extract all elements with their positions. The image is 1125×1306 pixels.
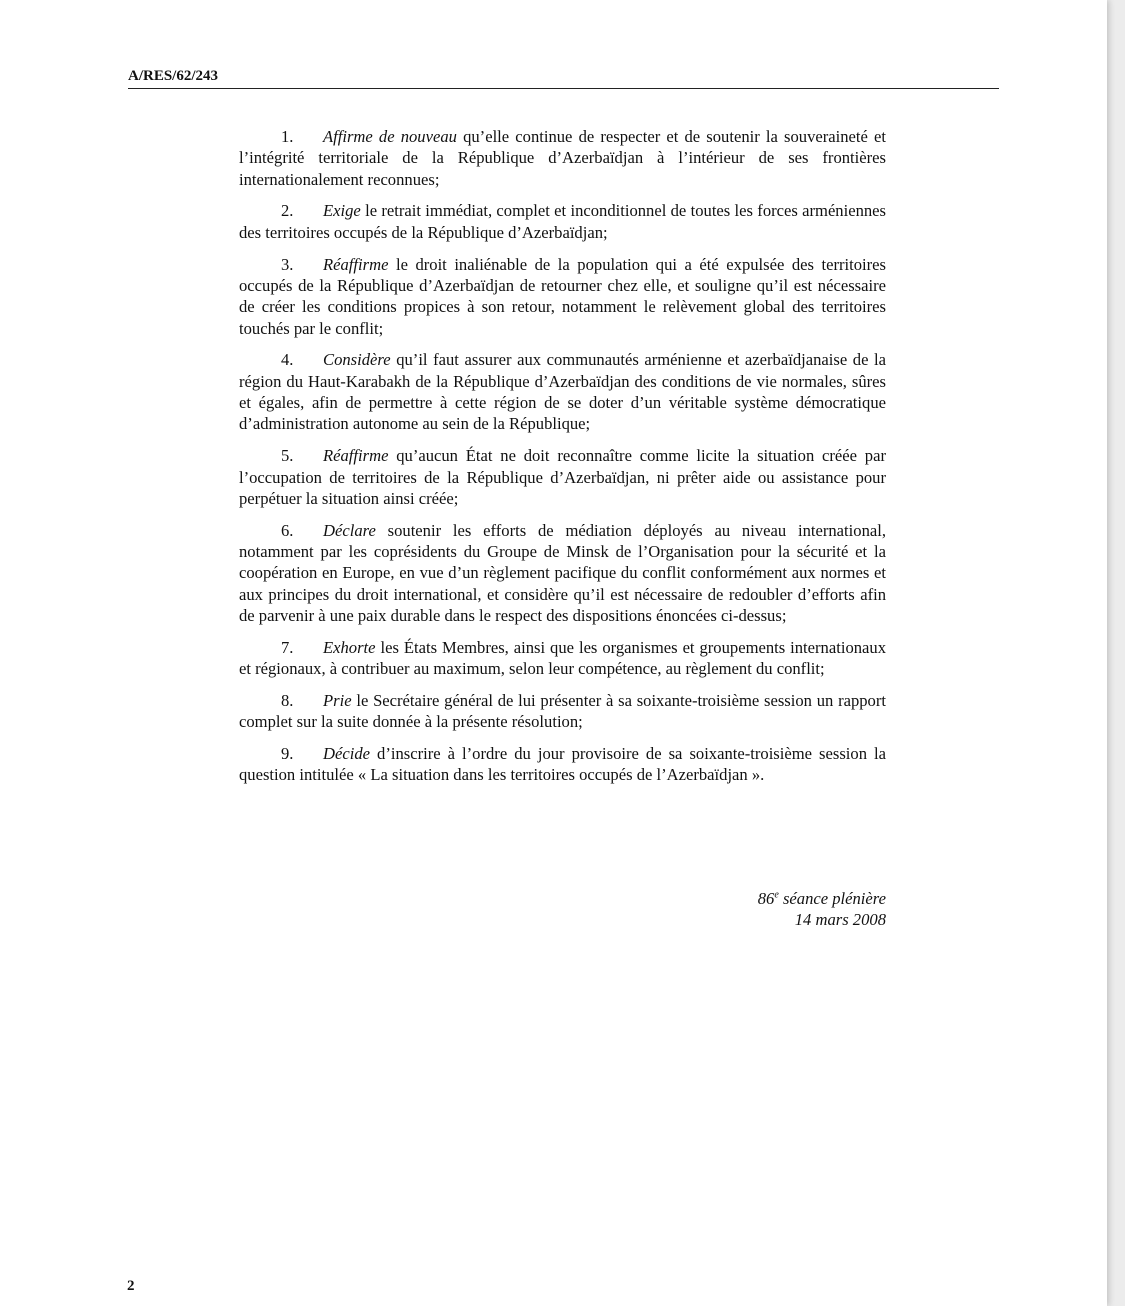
operative-verb: Exhorte <box>323 637 376 657</box>
operative-paragraph-1 <box>239 126 886 190</box>
paragraph-number: 7. <box>281 637 294 657</box>
paragraph-text: qu’il faut assurer aux communautés arménienne et azerbaïdjanaise de la région du Haut-Karabakh de la République d’Azerbaïdjan des conditions de vie normales, sûres et égales, afin de permettre à cette région de se doter d’un véritable système démocratique d’administration autonome au sein de la République; <box>239 350 886 434</box>
operative-verb: Considère <box>323 350 391 370</box>
paragraph-text: le retrait immédiat, complet et inconditionnel de toutes les forces arméniennes des territoires occupés de la République d’Azerbaïdjan; <box>239 201 886 242</box>
paragraph-text: le droit inaliénable de la population qui a été expulsée des territoires occupés de la République d’Azerbaïdjan de retourner chez elle, et souligne qu’il est nécessaire de créer les conditions propices à son retour, notamment le relèvement global des territoires touchés par le conflit; <box>239 254 886 338</box>
paragraph-number: 5. <box>281 446 294 466</box>
operative-paragraph-3 <box>239 254 886 339</box>
paragraph-text: qu’elle continue de respecter et de soutenir la souveraineté et l’intégrité territoriale de la République d’Azerbaïdjan à l’intérieur de ses frontières internationalement reconnues; <box>239 127 886 189</box>
operative-paragraph-2 <box>239 200 886 243</box>
operative-paragraph-5 <box>239 445 886 509</box>
operative-paragraph-4 <box>239 349 886 434</box>
operative-paragraph-7 <box>239 637 886 680</box>
operative-verb: Réaffirme <box>323 254 389 274</box>
resolution-body <box>239 126 886 796</box>
operative-verb: Affirme de nouveau <box>323 127 457 146</box>
paragraph-number: 1. <box>281 127 294 146</box>
operative-verb: Réaffirme <box>323 446 389 466</box>
meeting-line <box>600 889 886 910</box>
paragraph-text: d’inscrire à l’ordre du jour provisoire de sa soixante-troisième session la question intitulée « La situation dans les territoires occupés de l’Azerbaïdjan ». <box>239 744 886 785</box>
paragraph-text: qu’aucun État ne doit reconnaître comme licite la situation créée par l’occupation de territoires de la République d’Azerbaïdjan, ni prêter aide ou assistance pour perpétuer la situation ainsi créée; <box>239 446 886 508</box>
operative-paragraph-8 <box>239 690 886 733</box>
meeting-number: 86 <box>757 889 775 908</box>
operative-verb: Exige <box>323 201 361 221</box>
document-symbol: A/RES/62/243 <box>128 68 219 84</box>
paragraph-number: 8. <box>281 690 294 710</box>
meeting-suffix: e <box>774 889 779 901</box>
operative-verb: Décide <box>323 744 370 764</box>
paragraph-number: 2. <box>281 201 294 221</box>
page-header <box>128 66 999 89</box>
paragraph-number: 6. <box>281 520 294 540</box>
paragraph-text: les États Membres, ainsi que les organismes et groupements internationaux et régionaux, à contribuer au maximum, selon leur compétence, au règlement du conflit; <box>239 637 886 679</box>
paragraph-number: 3. <box>281 254 294 274</box>
paragraph-number: 4. <box>281 350 294 370</box>
page-number: 2 <box>127 1278 135 1294</box>
operative-paragraph-6 <box>239 520 886 626</box>
operative-paragraph-9 <box>239 743 886 786</box>
operative-verb: Prie <box>323 690 352 710</box>
paragraph-number: 9. <box>281 744 294 764</box>
meeting-date: 14 mars 2008 <box>794 909 886 929</box>
paragraph-text: soutenir les efforts de médiation déployés au niveau international, notamment par les coprésidents du Groupe de Minsk de l’Organisation pour la sécurité et la coopération en Europe, en vue d’un règlement pacifique du conflit conformément aux normes et aux principes du droit international, et considère qu’il est nécessaire de redoubler d’efforts afin de parvenir à une paix durable dans le respect des dispositions énoncées ci-dessus; <box>239 520 886 625</box>
operative-verb: Déclare <box>323 520 376 540</box>
meeting-label: séance plénière <box>778 889 886 908</box>
paragraph-text: le Secrétaire général de lui présenter à sa soixante-troisième session un rapport complet sur la suite donnée à la présente résolution; <box>239 690 886 732</box>
meeting-signature <box>600 889 886 930</box>
